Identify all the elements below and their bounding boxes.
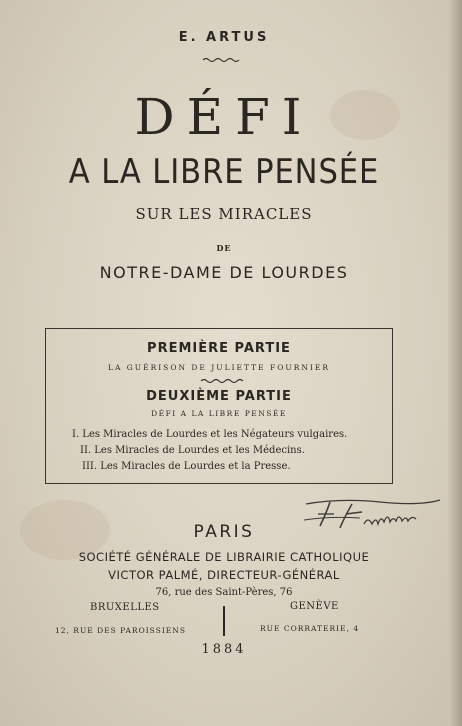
divider bbox=[223, 606, 225, 636]
publication-year: 1884 bbox=[201, 642, 247, 657]
author-name: E. ARTUS bbox=[178, 30, 270, 45]
title-line-1: DÉFI bbox=[134, 88, 314, 146]
title-line-5: NOTRE-DAME DE LOURDES bbox=[99, 263, 349, 282]
ornament-rule bbox=[202, 56, 242, 64]
title-line-2: A LA LIBRE PENSÉE bbox=[68, 152, 380, 192]
branch-street-left: 12, RUE DES PAROISSIENS bbox=[55, 626, 186, 635]
publisher-name: SOCIÉTÉ GÉNÉRALE DE LIBRAIRIE CATHOLIQUE bbox=[78, 550, 370, 564]
branch-street-right: RUE CORRATERIE, 4 bbox=[260, 624, 360, 633]
publisher-address: 76, rue des Saint-Pères, 76 bbox=[155, 587, 293, 598]
branch-city-left: BRUXELLES bbox=[90, 602, 160, 613]
ornament-rule bbox=[200, 377, 244, 385]
contents-item: III. Les Miracles de Lourdes et la Presse. bbox=[82, 461, 291, 472]
contents-item: II. Les Miracles de Lourdes et les Médecins. bbox=[80, 445, 305, 456]
title-line-3: SUR LES MIRACLES bbox=[135, 205, 313, 223]
imprint-city: PARIS bbox=[193, 522, 255, 542]
publisher-director: VICTOR PALMÉ, DIRECTEUR-GÉNÉRAL bbox=[108, 568, 340, 582]
part1-subtitle: LA GUÉRISON DE JULIETTE FOURNIER bbox=[108, 363, 330, 372]
part2-subtitle: DÉFI A LA LIBRE PENSÉE bbox=[151, 409, 287, 418]
page-edge bbox=[448, 0, 462, 726]
title-line-4: DE bbox=[216, 243, 232, 253]
branch-city-right: GENÈVE bbox=[290, 601, 339, 612]
part2-title: DEUXIÈME PARTIE bbox=[146, 389, 292, 404]
contents-item: I. Les Miracles de Lourdes et les Négateurs vulgaires. bbox=[72, 429, 348, 440]
part1-title: PREMIÈRE PARTIE bbox=[147, 341, 291, 356]
contents-box bbox=[45, 328, 393, 484]
